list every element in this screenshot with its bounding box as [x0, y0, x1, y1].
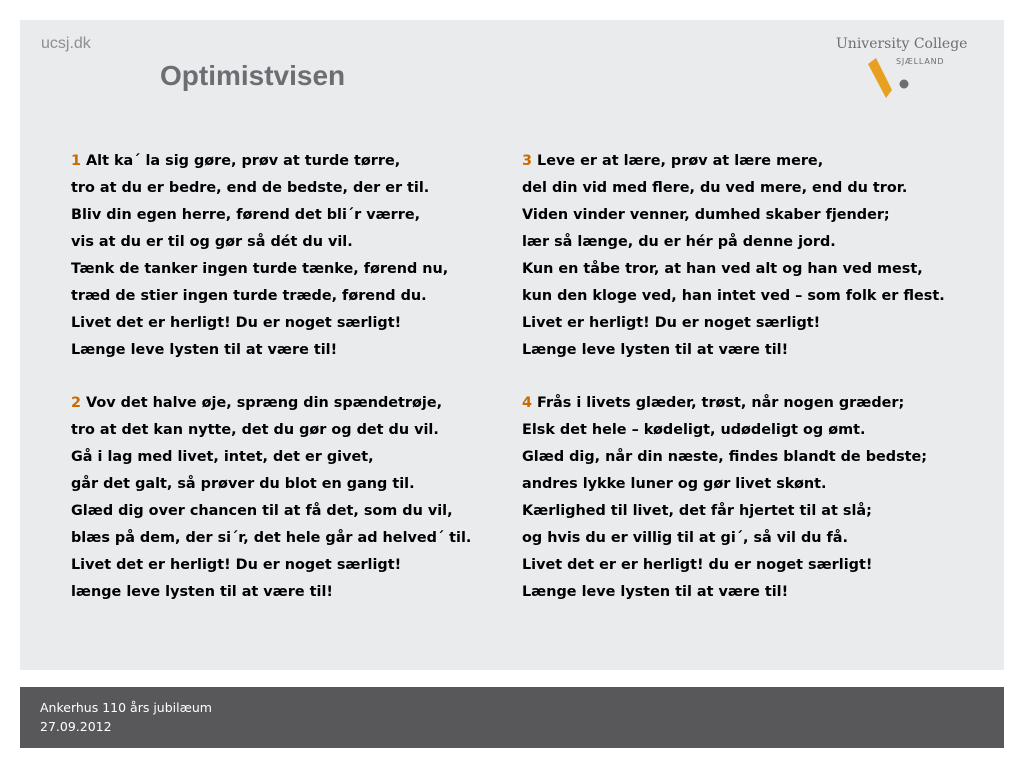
- verse-3: [522, 148, 945, 364]
- verse-number: 1: [71, 153, 82, 169]
- verse-line: tro at det kan nytte, det du gør og det du vil.: [71, 422, 439, 438]
- verse-1: [71, 148, 448, 364]
- verse-line: tro at du er bedre, end de bedste, der er til.: [71, 180, 430, 196]
- verse-line: Livet det er herligt! Du er noget særligt!: [71, 557, 402, 573]
- university-logo: [836, 36, 986, 106]
- verse-line: del din vid med flere, du ved mere, end du tror.: [522, 180, 908, 196]
- verse-line: Glæd dig over chancen til at få det, som du vil,: [71, 503, 453, 519]
- verse-line: kun den kloge ved, han intet ved – som folk er flest.: [522, 288, 945, 304]
- footer-bar: [20, 687, 1004, 748]
- verse-line: andres lykke luner og gør livet skønt.: [522, 476, 827, 492]
- verse-line: Kun en tåbe tror, at han ved alt og han ved mest,: [522, 261, 923, 277]
- verse-line: 4 Frås i livets glæder, trøst, når nogen græder;: [522, 395, 905, 411]
- verse-line: 2 Vov det halve øje, spræng din spændetrøje,: [71, 395, 443, 411]
- verse-line: Gå i lag med livet, intet, det er givet,: [71, 449, 374, 465]
- verse-line: Elsk det hele – kødeligt, udødeligt og ømt.: [522, 422, 866, 438]
- logo-mark-icon: [864, 54, 914, 104]
- verse-line: 3 Leve er at lære, prøv at lære mere,: [522, 153, 824, 169]
- page-title: Optimistvisen: [160, 60, 346, 91]
- verse-line: Livet det er er herligt! du er noget særligt!: [522, 557, 873, 573]
- verse-line: træd de stier ingen turde træde, førend du.: [71, 288, 427, 304]
- verse-number: 4: [522, 395, 533, 411]
- footer-date: 27.09.2012: [40, 719, 112, 734]
- verse-line: og hvis du er villig til at gi´, så vil du få.: [522, 530, 848, 546]
- verse-line: går det galt, så prøver du blot en gang til.: [71, 476, 415, 492]
- verse-line: længe leve lysten til at være til!: [71, 584, 333, 600]
- verse-line: lær så længe, du er hér på denne jord.: [522, 234, 836, 250]
- verse-line: blæs på dem, der si´r, det hele går ad helved´ til.: [71, 530, 472, 546]
- site-url: ucsj.dk: [41, 35, 91, 52]
- verse-line: 1 Alt ka´ la sig gøre, prøv at turde tørre,: [71, 153, 401, 169]
- verse-line: Glæd dig, når din næste, findes blandt de bedste;: [522, 449, 928, 465]
- verse-line: Kærlighed til livet, det får hjertet til at slå;: [522, 503, 872, 519]
- verse-line: Livet er herligt! Du er noget særligt!: [522, 315, 821, 331]
- verse-line: vis at du er til og gør så dét du vil.: [71, 234, 353, 250]
- verse-line: Viden vinder venner, dumhed skaber fjender;: [522, 207, 890, 223]
- verse-number: 3: [522, 153, 533, 169]
- verse-line: Længe leve lysten til at være til!: [522, 342, 789, 358]
- logo-subtitle: SJÆLLAND: [896, 57, 945, 66]
- footer-event: Ankerhus 110 års jubilæum: [40, 700, 212, 715]
- verse-line: Tænk de tanker ingen turde tænke, førend nu,: [71, 261, 449, 277]
- verse-line: Længe leve lysten til at være til!: [522, 584, 789, 600]
- verse-line: Længe leve lysten til at være til!: [71, 342, 338, 358]
- verse-2: [71, 390, 471, 606]
- verse-4: [522, 390, 927, 606]
- logo-name: University College: [836, 36, 968, 52]
- verse-line: Bliv din egen herre, førend det bli´r værre,: [71, 207, 421, 223]
- verse-line: Livet det er herligt! Du er noget særligt!: [71, 315, 402, 331]
- verse-number: 2: [71, 395, 82, 411]
